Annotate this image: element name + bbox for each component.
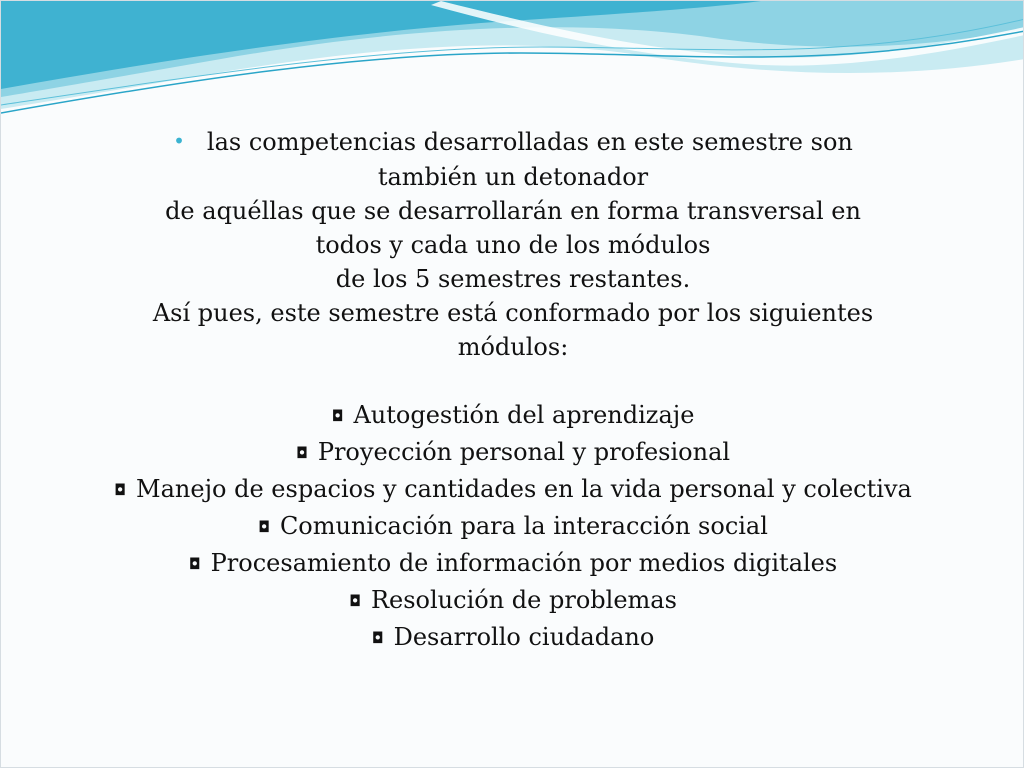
module-label: Proyección personal y profesional — [317, 438, 731, 466]
module-label: Manejo de espacios y cantidades en la vida personal y colectiva — [136, 475, 912, 503]
module-list — [101, 398, 925, 657]
intro-line-3: de aquéllas que se desarrollarán en forma transversal en — [165, 197, 861, 225]
wave-header-decoration — [1, 1, 1024, 131]
module-label: Autogestión del aprendizaje — [353, 401, 695, 429]
module-item — [101, 398, 925, 435]
square-bullet-icon: ◘ — [295, 444, 308, 462]
bullet-icon: • — [173, 129, 185, 153]
module-label: Comunicación para la interacción social — [279, 512, 768, 540]
module-label: Resolución de problemas — [370, 586, 677, 614]
module-label: Procesamiento de información por medios digitales — [210, 549, 838, 577]
module-item — [101, 546, 925, 583]
spacer — [101, 364, 925, 398]
square-bullet-icon: ◘ — [114, 481, 127, 499]
square-bullet-icon: ◘ — [258, 518, 270, 536]
module-item — [101, 583, 925, 620]
intro-paragraph — [101, 125, 925, 364]
module-item — [101, 620, 925, 657]
intro-line-6: Así pues, este semestre está conformado por los siguientes — [152, 299, 874, 327]
intro-line-4: todos y cada uno de los módulos — [315, 231, 711, 259]
intro-line-1-text: las competencias desarrolladas en este semestre son — [206, 128, 853, 156]
module-label: Desarrollo ciudadano — [393, 623, 655, 651]
square-bullet-icon: ◘ — [331, 407, 344, 425]
square-bullet-icon: ◘ — [371, 629, 384, 647]
intro-line-7: módulos: — [457, 333, 569, 361]
module-item — [101, 509, 925, 546]
module-item — [101, 435, 925, 472]
intro-line-2: también un detonador — [377, 163, 649, 191]
intro-line-1 — [101, 125, 925, 160]
module-item — [101, 472, 925, 509]
slide-body — [101, 125, 925, 657]
square-bullet-icon: ◘ — [349, 592, 361, 610]
square-bullet-icon: ◘ — [188, 555, 201, 573]
intro-line-5: de los 5 semestres restantes. — [335, 265, 691, 293]
